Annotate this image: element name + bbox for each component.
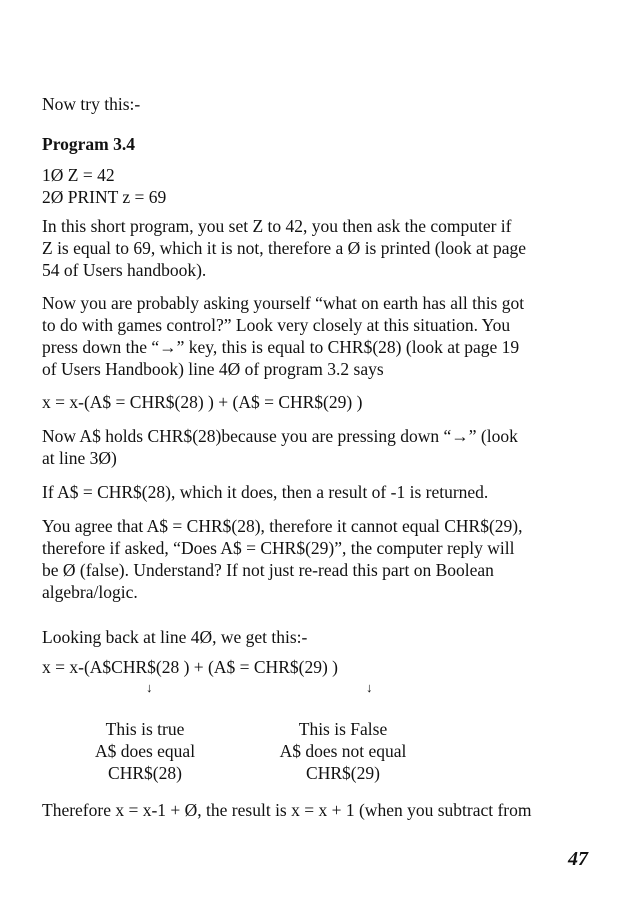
paragraph-5-line-1: You agree that A$ = CHR$(28), therefore it cannot equal CHR$(29), xyxy=(42,516,523,536)
paragraph-5-line-2: therefore if asked, “Does A$ = CHR$(29)”, the computer reply will xyxy=(42,538,515,558)
right-annotation-line-2: A$ does not equal xyxy=(279,741,407,761)
paragraph-1-line-3: 54 of Users handbook). xyxy=(42,260,207,280)
paragraph-5-line-3: be Ø (false). Understand? If not just re-read this part on Boolean xyxy=(42,560,494,580)
paragraph-2-line-4: of Users Handbook) line 4Ø of program 3.2 says xyxy=(42,359,384,379)
paragraph-5-line-4: algebra/logic. xyxy=(42,582,138,602)
formula-1: x = x-(A$ = CHR$(28) ) + (A$ = CHR$(29) ) xyxy=(42,392,363,412)
left-annotation-line-3: CHR$(28) xyxy=(108,763,182,783)
code-line-1: 1Ø Z = 42 xyxy=(42,165,115,185)
formula-2: x = x-(A$CHR$(28 ) + (A$ = CHR$(29) ) xyxy=(42,657,338,677)
paragraph-1-line-2: Z is equal to 69, which it is not, therefore a Ø is printed (look at page xyxy=(42,238,527,258)
paragraph-7: Therefore x = x-1 + Ø, the result is x = x + 1 (when you subtract from xyxy=(42,800,532,820)
paragraph-2-line-2: to do with games control?” Look very closely at this situation. You xyxy=(42,315,511,335)
paragraph-3-line-2: at line 3Ø) xyxy=(42,448,117,468)
paragraph-2-line-3: press down the “→” key, this is equal to CHR$(28) (look at page 19 xyxy=(42,337,520,357)
left-annotation-line-1: This is true xyxy=(105,719,185,739)
paragraph-3-line-1: Now A$ holds CHR$(28)because you are pressing down “→” (look xyxy=(42,426,518,446)
program-heading: Program 3.4 xyxy=(42,134,135,154)
down-arrow-left-icon: ↓ xyxy=(146,680,153,695)
right-annotation-line-3: CHR$(29) xyxy=(306,763,380,783)
left-annotation-line-2: A$ does equal xyxy=(94,741,196,761)
down-arrow-right-icon: ↓ xyxy=(366,680,373,695)
paragraph-1-line-1: In this short program, you set Z to 42, you then ask the computer if xyxy=(42,216,512,236)
intro-text: Now try this:- xyxy=(42,94,141,114)
page-number: 47 xyxy=(568,848,588,870)
paragraph-6: Looking back at line 4Ø, we get this:- xyxy=(42,627,308,647)
right-annotation-line-1: This is False xyxy=(298,719,388,739)
left-annotation xyxy=(60,718,230,784)
code-line-2: 2Ø PRINT z = 69 xyxy=(42,187,167,207)
right-annotation xyxy=(258,718,428,784)
paragraph-2-line-1: Now you are probably asking yourself “what on earth has all this got xyxy=(42,293,525,313)
paragraph-4: If A$ = CHR$(28), which it does, then a result of -1 is returned. xyxy=(42,482,489,502)
